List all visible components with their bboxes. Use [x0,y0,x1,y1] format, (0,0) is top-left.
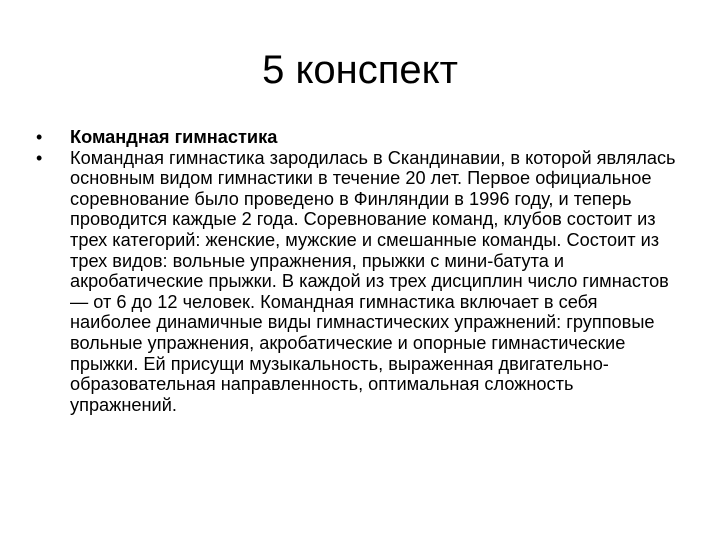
bullet-icon: • [36,147,43,168]
bullet-item-body [36,148,676,416]
bullet-list [36,127,676,415]
slide-title: 5 конспект [262,48,458,92]
bullet-body-text: Командная гимнастика зародилась в Скандинавии, в которой являлась основным видом гимнастики в течение 20 лет. Первое официальное соревнование было проведено в Финляндии в 1996 году, и теперь проводится каждые 2 года. Соревнование команд, клубов состоит из трех категорий: женские, мужские и смешанные команды. Состоит из трех видов: вольные упражнения, прыжки с мини-батута и акробатические прыжки. В каждой из трех дисциплин число гимнастов — от 6 до 12 человек. Командная гимнастика включает в себя наиболее динамичные виды гимнастических упражнений: групповые вольные упражнения, акробатические и опорные гимнастические прыжки. Ей присущи музыкальность, выраженная двигательно-образовательная направленность, оптимальная сложность упражнений. [70,147,676,415]
bullet-item-heading [36,127,676,148]
bullet-heading-text: Командная гимнастика [70,127,278,147]
bullet-icon: • [36,127,43,147]
